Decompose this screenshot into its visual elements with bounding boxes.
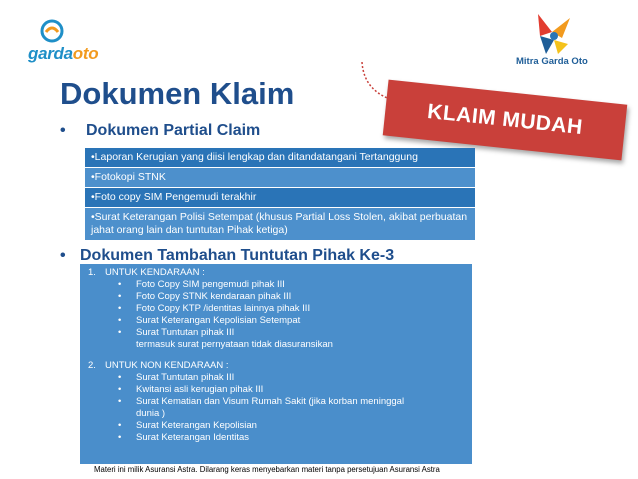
list-bullet: • [118,279,122,290]
mitra-garda-oto-logo [500,10,630,68]
list-bullet: • [118,432,122,443]
heading-tambahan-pihak-3: Dokumen Tambahan Tuntutan Pihak Ke-3 [80,247,395,264]
stamp-label: KLAIM MUDAH [426,99,584,140]
list-item: Surat Keterangan Identitas [136,432,250,443]
garda-oto-wordmark: gardaoto [28,44,99,63]
garda-oto-swirl-icon [38,18,66,44]
list-item-continuation: dunia ) [136,408,166,419]
partial-row: •Surat Keterangan Polisi Setempat (khusus Partial Loss Stolen, akibat perbuatan jahat orang lain dan tuntutan Pihak ketiga) [85,208,475,241]
list-bullet: • [118,327,122,338]
list-bullet: • [118,303,122,314]
partial-row: •Laporan Kerugian yang diisi lengkap dan ditandatangani Tertanggung [85,148,475,168]
list-item: Surat Kematian dan Visum Rumah Sakit (jika korban meninggal [136,396,405,407]
footer-disclaimer: Materi ini milik Asuransi Astra. Dilarang keras menyebarkan materi tanpa persetujuan Asuransi Astra [94,465,440,474]
list-bullet: • [118,384,122,395]
mitra-star-icon [500,10,630,56]
list-item: Foto Copy KTP /identitas lainnya pihak III [136,303,311,314]
garda-oto-logo [28,18,148,68]
heading-partial-claim: Dokumen Partial Claim [86,122,261,139]
partial-row: •Fotokopi STNK [85,168,475,188]
list-bullet: • [118,372,122,383]
list-bullet: • [118,396,122,407]
list-item: Surat Keterangan Kepolisian Setempat [136,315,301,326]
mitra-garda-oto-label: Mitra Garda Oto [516,56,588,67]
bullet-tambahan: • [60,247,66,264]
list-item: Kwitansi asli kerugian pihak III [136,384,264,395]
page-title: Dokumen Klaim [60,76,295,111]
list-bullet: • [118,291,122,302]
tambahan-documents-box [80,264,472,464]
list-item: Foto Copy SIM pengemudi pihak III [136,279,285,290]
section-2-number: 2. [88,360,96,371]
list-bullet: • [118,315,122,326]
list-item-note: termasuk surat pernyataan tidak diasuransikan [136,339,333,350]
list-item: Surat Keterangan Kepolisian [136,420,257,431]
list-item: Surat Tuntutan pihak III [136,372,235,383]
list-bullet: • [118,420,122,431]
section-2-title: UNTUK NON KENDARAAN : [105,360,229,371]
list-item: Foto Copy STNK kendaraan pihak III [136,291,292,302]
partial-claim-table [85,148,475,241]
list-item: Surat Tuntutan pihak III [136,327,235,338]
section-1-number: 1. [88,267,96,278]
partial-row: •Foto copy SIM Pengemudi terakhir [85,188,475,208]
section-1-title: UNTUK KENDARAAN : [105,267,205,278]
bullet-partial: • [60,122,66,139]
